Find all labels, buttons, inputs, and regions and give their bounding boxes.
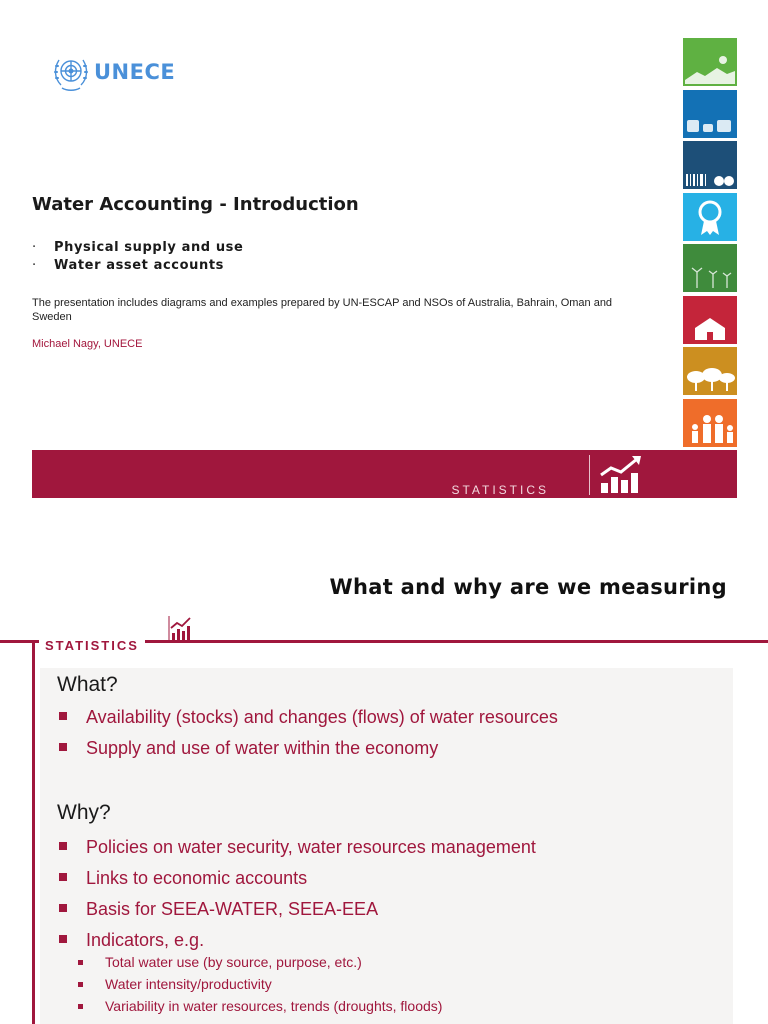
bullet-square-icon (59, 873, 67, 881)
logo-text: UNECE (94, 60, 176, 84)
slide-title: Water Accounting - Introduction (32, 194, 359, 215)
list-item (57, 898, 536, 920)
statistics-chart-icon (168, 614, 196, 642)
topic-item: · Water asset accounts (32, 258, 224, 273)
statistics-label: STATISTICS (39, 638, 145, 653)
bullet-square-icon (59, 712, 67, 720)
family-tile (683, 399, 737, 447)
list-item (57, 737, 558, 759)
author: Michael Nagy, UNECE (32, 338, 143, 350)
house-tile (683, 296, 737, 344)
trees-tile (683, 347, 737, 395)
indicator-list (78, 954, 442, 1020)
left-rule (32, 640, 35, 1024)
presentation-note: The presentation includes diagrams and examples prepared by UN-ESCAP and NSOs of Australia, Bahrain, Oman and Sweden (32, 297, 613, 323)
sdg-tile-column (683, 38, 737, 450)
topic-item: · Physical supply and use (32, 240, 244, 255)
sub-list-item (78, 998, 442, 1015)
landscape-tile (683, 38, 737, 86)
sub-list-item (78, 954, 442, 971)
trees-icon (683, 347, 737, 395)
house-icon (683, 296, 737, 344)
unece-logo (52, 52, 175, 92)
wind-tile (683, 244, 737, 292)
list-item-text: Indicators, e.g. (86, 930, 205, 950)
landscape-icon (683, 38, 737, 86)
vehicles-tile (683, 90, 737, 138)
list-item-text: Basis for SEEA-WATER, SEEA-EEA (86, 899, 379, 919)
statistics-label: STATISTICS (451, 483, 549, 497)
sub-list-item (78, 976, 442, 993)
what-list (57, 706, 558, 768)
award-ribbon-icon (683, 193, 737, 241)
why-list (57, 836, 536, 960)
vehicles-icon (683, 90, 737, 138)
list-item (57, 867, 536, 889)
bullet-square-icon (78, 982, 83, 987)
bullet-square-icon (59, 904, 67, 912)
bullet-square-icon (59, 935, 67, 943)
topic-label: Water asset accounts (54, 258, 224, 273)
list-item-text: Supply and use of water within the economy (86, 738, 439, 758)
statistics-chart-icon (597, 453, 673, 495)
list-item-text: Policies on water security, water resources management (86, 837, 536, 857)
barcode-tile (683, 141, 737, 189)
bullet-square-icon (78, 960, 83, 965)
list-item (57, 929, 536, 951)
wind-turbines-icon (683, 244, 737, 292)
list-item (57, 836, 536, 858)
award-tile (683, 193, 737, 241)
list-item-text: Links to economic accounts (86, 868, 308, 888)
slide2-title: What and why are we measuring (329, 575, 727, 599)
bullet-square-icon (78, 1004, 83, 1009)
topic-label: Physical supply and use (54, 240, 244, 255)
statistics-band (32, 450, 737, 498)
sub-list-item-text: Water intensity/productivity (105, 976, 272, 992)
bullet-square-icon (59, 743, 67, 751)
list-item (57, 706, 558, 728)
topic-list (32, 239, 243, 275)
why-heading: Why? (57, 801, 111, 824)
content-panel (40, 668, 733, 1024)
un-emblem-icon (52, 52, 90, 92)
bullet-square-icon (59, 842, 67, 850)
band-divider (589, 455, 590, 495)
sub-list-item-text: Total water use (by source, purpose, etc.) (105, 954, 362, 970)
family-icon (683, 399, 737, 447)
list-item-text: Availability (stocks) and changes (flows) of water resources (86, 707, 558, 727)
what-heading: What? (57, 673, 118, 696)
sub-list-item-text: Variability in water resources, trends (droughts, floods) (105, 998, 443, 1014)
barcode-food-icon (683, 141, 737, 189)
